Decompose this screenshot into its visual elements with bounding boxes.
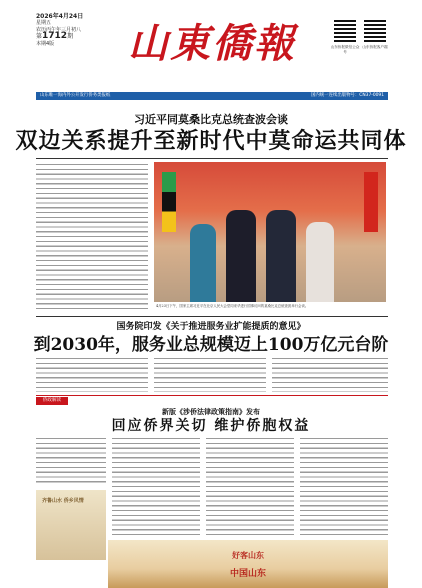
- issue-number: 1712: [42, 31, 68, 42]
- issue-number-line: [36, 33, 116, 40]
- newspaper-logo: 山東僑報: [128, 20, 296, 67]
- story2-body-column: [272, 358, 388, 392]
- issue-pages: 本期4版: [36, 40, 55, 47]
- story3-body-column: [112, 438, 200, 536]
- story3-headline: 回应侨界关切 维护侨胞权益: [111, 418, 311, 434]
- ad-line1: 好客山东: [232, 550, 264, 560]
- story3-body-column: [36, 438, 106, 486]
- flag-china-icon: [364, 172, 378, 232]
- flag-mozambique-icon: [162, 172, 176, 232]
- story1-photo-caption: 4月23日下午，国家主席习近平在北京人民大会堂同来华进行国事访问的莫桑比克总统查波举行会谈。: [156, 304, 309, 308]
- section-divider: [36, 395, 388, 396]
- wechat-qr-code-icon: [334, 20, 356, 42]
- app-qr-code-icon: [364, 20, 386, 42]
- banner-publication-number: 国内统一连续出版物号：CN37-0091: [311, 93, 384, 98]
- person-figure: [306, 222, 334, 302]
- issue-date: 2026年4月24日: [36, 13, 84, 20]
- story2-headline: 到2030年，服务业总规模迈上100万亿元台阶: [33, 335, 389, 355]
- sidebar-promo-text: 齐鲁山水 侨乡风情: [42, 498, 84, 504]
- section-tag: 侨政解读: [36, 397, 68, 405]
- masthead-banner: [36, 92, 388, 100]
- story1-kicker: 习近平同莫桑比克总统查波会谈: [134, 113, 288, 126]
- person-figure: [266, 210, 296, 302]
- person-figure: [226, 210, 256, 302]
- story3-body-column: [300, 438, 388, 536]
- qr1-label: 山东侨报微信公众号: [330, 45, 360, 54]
- issue-weekday: 星期五: [36, 20, 52, 27]
- story1-photo: [154, 162, 386, 302]
- qr2-label: 山东侨报客户端: [362, 45, 388, 49]
- story1-headline: 双边关系提升至新时代中莫命运共同体: [15, 128, 407, 154]
- sidebar-promo-image: [36, 490, 106, 560]
- issue-prefix: 第: [36, 33, 43, 41]
- divider: [36, 316, 388, 317]
- banner-slogan: 山东唯一海内外公开发行侨务类报纸: [40, 93, 111, 98]
- story2-kicker: 国务院印发《关于推进服务业扩能提质的意见》: [116, 322, 306, 332]
- ad-line2: 中国山东: [229, 569, 266, 579]
- advertisement-banner: [108, 540, 388, 588]
- divider: [36, 158, 388, 159]
- issue-suffix: 期: [67, 33, 74, 41]
- story2-body-column: [36, 358, 148, 392]
- story3-kicker: 新版《涉侨法律政策指南》发布: [162, 407, 260, 416]
- issue-lunar-date: 农历丙午年三月初八: [36, 26, 82, 33]
- story1-body-column: [36, 164, 148, 310]
- story3-body-column: [206, 438, 294, 536]
- person-figure: [190, 224, 216, 302]
- issue-info: [36, 14, 116, 47]
- story2-body-column: [154, 358, 266, 392]
